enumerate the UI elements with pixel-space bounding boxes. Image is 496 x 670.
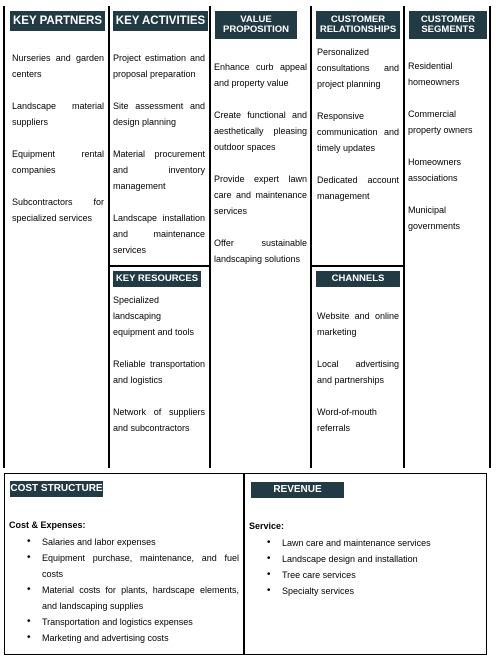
key-partners-header: KEY PARTNERS [10, 11, 105, 31]
customer-segments-list [408, 58, 486, 234]
list-item: Word-of-mouth referrals [317, 407, 377, 433]
key-resources-header: KEY RESOURCES [113, 271, 201, 287]
list-item: • Landscape design and installation [249, 551, 481, 567]
divider [403, 6, 405, 468]
list-item: Offer sustainable landscaping solutions [214, 238, 307, 264]
list-item: Website and online marketing [317, 311, 399, 337]
key-activities-header: KEY ACTIVITIES [113, 11, 208, 31]
list-item: Residential homeowners [408, 61, 460, 87]
divider [108, 265, 210, 267]
list-item: Municipal governments [408, 205, 461, 231]
revenue-list [249, 535, 481, 599]
divider [310, 265, 404, 267]
cost-structure-header: COST STRUCTURE [10, 481, 103, 497]
value-proposition-list [214, 59, 307, 267]
list-item: • Marketing and advertising costs [9, 630, 239, 646]
revenue-subheading: Service: [249, 521, 285, 531]
list-item: • Lawn care and maintenance services [249, 535, 481, 551]
list-item: • Tree care services [249, 567, 481, 583]
customer-segments-header: CUSTOMER SEGMENTS [409, 11, 487, 39]
customer-relationships-header: CUSTOMER RELATIONSHIPS [316, 11, 400, 39]
list-item: • Specialty services [249, 583, 481, 599]
value-proposition-header: VALUE PROPOSITION [215, 11, 297, 39]
list-item: Personalized consultations and project planning [317, 47, 399, 89]
list-item: • Equipment purchase, maintenance, and fuel costs [9, 550, 239, 582]
list-item: Reliable transportation and logistics [113, 359, 205, 385]
cost-structure-list [9, 534, 239, 646]
list-item: • Material costs for plants, hardscape elements, and landscaping supplies [9, 582, 239, 614]
divider [310, 6, 312, 468]
list-item: Project estimation and proposal preparation [113, 53, 205, 79]
list-item: Subcontractors for specialized services [12, 197, 104, 223]
list-item: • Salaries and labor expenses [9, 534, 239, 550]
key-activities-list [113, 50, 205, 258]
list-item: Landscape installation and maintenance services [113, 213, 205, 255]
customer-relationships-list [317, 44, 399, 204]
divider [108, 6, 110, 468]
list-item: Homeowners associations [408, 157, 462, 183]
list-item: Equipment rental companies [12, 149, 104, 175]
divider [3, 6, 5, 468]
key-partners-list [12, 50, 104, 226]
divider [209, 6, 211, 468]
list-item: • Transportation and logistics expenses [9, 614, 239, 630]
list-item: Enhance curb appeal and property value [214, 62, 307, 88]
list-item: Provide expert lawn care and maintenance services [214, 174, 307, 216]
list-item: Nurseries and garden centers [12, 53, 104, 79]
list-item: Dedicated account management [317, 175, 399, 201]
revenue-header: REVENUE [251, 482, 344, 498]
list-item: Network of suppliers and subcontractors [113, 407, 205, 433]
list-item: Create functional and aesthetically pleasing outdoor spaces [214, 110, 307, 152]
cost-structure-subheading: Cost & Expenses: [9, 520, 86, 530]
channels-list [317, 308, 399, 436]
list-item: Specialized landscaping equipment and tools [113, 295, 195, 337]
list-item: Local advertising and partnerships [317, 359, 399, 385]
list-item: Commercial property owners [408, 109, 473, 135]
list-item: Landscape material suppliers [12, 101, 104, 127]
list-item: Responsive communication and timely updates [317, 111, 399, 153]
divider [489, 6, 491, 468]
list-item: Material procurement and inventory management [113, 149, 205, 191]
channels-header: CHANNELS [316, 271, 400, 287]
key-resources-list [113, 292, 205, 436]
list-item: Site assessment and design planning [113, 101, 205, 127]
